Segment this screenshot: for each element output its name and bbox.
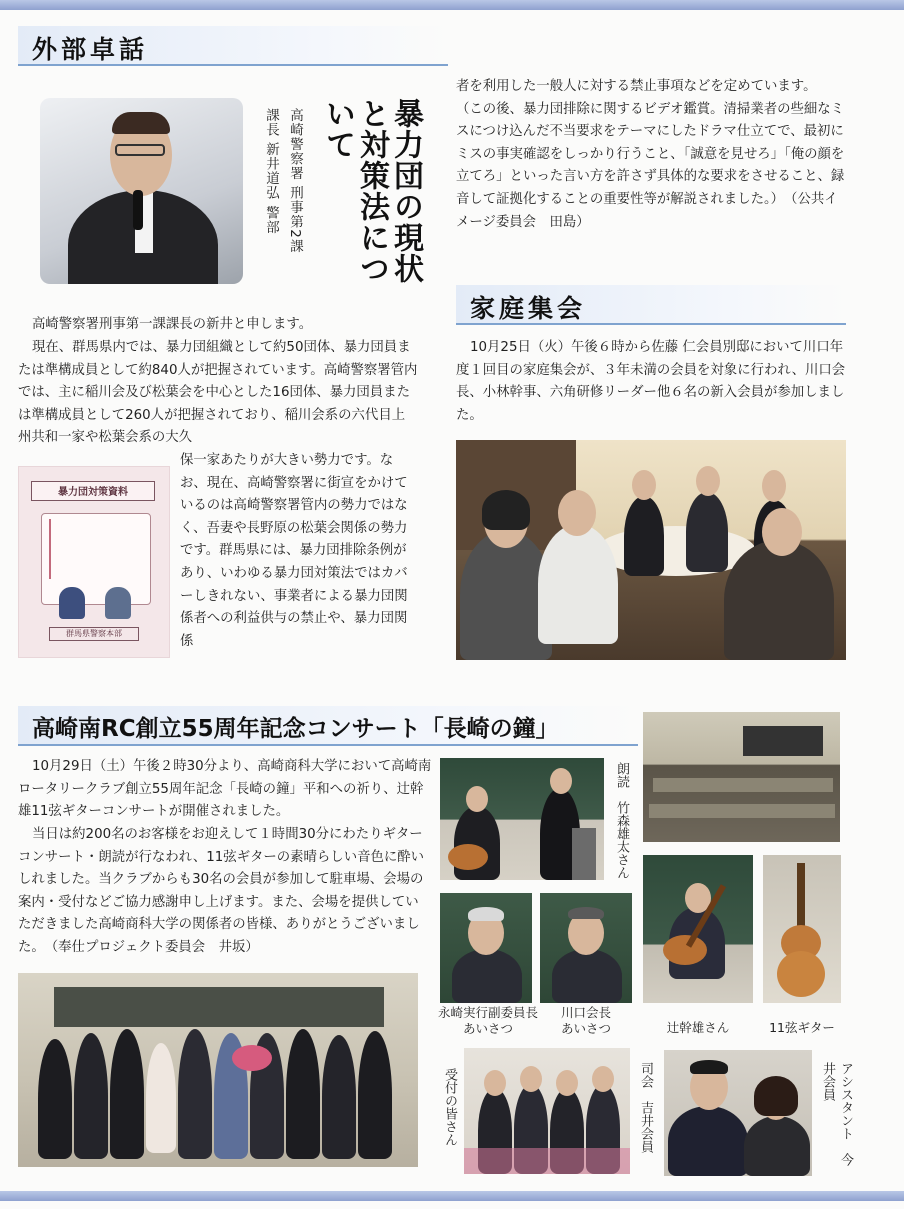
booklet-image bbox=[18, 466, 170, 658]
caption-mc: 司会 吉井会員 bbox=[638, 1062, 653, 1153]
guitar-photo bbox=[763, 855, 841, 1003]
caption-assistant: アシスタント 今井会員 bbox=[820, 1062, 853, 1166]
caption-nagasaki-2: あいさつ bbox=[462, 1021, 513, 1036]
top-border-bar bbox=[0, 0, 904, 10]
speaker-photo bbox=[40, 98, 243, 284]
booklet-title: 暴力団対策資料 bbox=[58, 487, 128, 498]
home-meeting-photo bbox=[456, 440, 846, 660]
nagasaki-photo bbox=[440, 893, 532, 1003]
speech-paragraph-continued: 保一家あたりが大きい勢力です。なお、現在、高崎警察署に街宣をかけているのは高崎警察署管内の勢力ではなく、吾妻や長野原の松葉会関係の勢力です。群馬県には、暴力団排除条例があり、いわゆる暴力団対策法ではカバーしきれない、事業者による暴力団関係者への利益供与の禁止や、暴力団関係 bbox=[180, 453, 408, 649]
bottom-border-bar bbox=[0, 1191, 904, 1201]
booklet-footer: 群馬県警察本部 bbox=[66, 629, 122, 638]
speaker-organization: 高崎警察署 刑事第2課 bbox=[287, 108, 303, 254]
caption-nagasaki-1: 永崎実行副委員長 bbox=[437, 1005, 538, 1020]
caption-reading: 朗読 竹森雄太さん bbox=[614, 762, 629, 879]
speech-title: 暴力団の現状と対策法について bbox=[320, 98, 423, 284]
section-heading-text: 外部卓話 bbox=[32, 35, 149, 64]
kawaguchi-photo bbox=[540, 893, 632, 1003]
section-heading-concert bbox=[18, 706, 638, 746]
concert-paragraph-intro: 10月29日（土）午後２時30分より、高崎商科大学において高崎南ロータリークラブ創立55周年記念「長崎の鐘」平和への祈り、辻幹雄11弦ギターコンサートが開催されました。 bbox=[18, 759, 432, 820]
group-photo bbox=[18, 973, 418, 1167]
section-heading-guest-speech bbox=[18, 26, 448, 66]
speech-paragraph-body: 現在、群馬県内では、暴力団組織として約50団体、暴力団員または準構成員として約840人が把握されています。高崎警察署管内では、主に稲川会及び松葉会を中心とした16団体、暴力団員または準構成員として260人が把握されており、稲川会系の六代目上州共和一家や松葉会系の大久 bbox=[18, 340, 418, 446]
stage-photo bbox=[440, 758, 604, 880]
reception-photo bbox=[464, 1048, 630, 1174]
tsuji-photo bbox=[643, 855, 753, 1003]
caption-reception: 受付の皆さん bbox=[442, 1068, 457, 1146]
section-heading-home-meeting bbox=[456, 285, 846, 325]
caption-tsuji: 辻幹雄さん bbox=[666, 1020, 730, 1035]
section-heading-text: 高崎南RC創立55周年記念コンサート「長崎の鐘」 bbox=[32, 716, 559, 742]
section-heading-text: 家庭集会 bbox=[470, 294, 587, 323]
home-meeting-paragraph: 10月25日（火）午後６時から佐藤 仁会員別邸において川口年度１回目の家庭集会が、３年未満の会員を対象に行われ、川口会長、小林幹事、六角研修リーダー他６名の新入会員が参加しました。 bbox=[456, 340, 846, 423]
concert-paragraph-body: 当日は約200名のお客様をお迎えして１時間30分にわたりギターコンサート・朗読が行なわれ、11弦ギターの素晴らしい音色に酔いしれました。当クラブからも30名の会員が参加して駐車場、会場の案内・受付などご協力感謝申し上げます。また、会場を提供していただきました高崎商科大学の関係者の皆様、ありがとうございました。 （奉仕プロジェクト委員会 井坂） bbox=[18, 827, 425, 955]
mc-photo bbox=[664, 1050, 812, 1176]
caption-kawaguchi-1: 川口会長 bbox=[560, 1005, 611, 1020]
speech-paragraph-right: 者を利用した一般人に対する禁止事項などを定めています。 （この後、暴力団排除に関するビデオ鑑賞。清掃業者の些細なミスにつけ込んだ不当要求をテーマにしたドラマ仕立てで、最初にミスの事実確認をしっかり行うこと、「誠意を見せろ」「俺の顔を立てろ」といった言い方を許さず具体的な要求をさせること、録音して証拠化することの重要性等が解説されました。） （公共イメージ委員会 田島） bbox=[456, 79, 845, 230]
audience-photo bbox=[643, 712, 840, 842]
speech-paragraph-intro: 高崎警察署刑事第一課課長の新井と申します。 bbox=[32, 317, 313, 332]
speaker-name: 課長 新井道弘 警部 bbox=[263, 108, 279, 235]
caption-kawaguchi-2: あいさつ bbox=[560, 1021, 611, 1036]
caption-guitar: 11弦ギター bbox=[769, 1020, 835, 1035]
